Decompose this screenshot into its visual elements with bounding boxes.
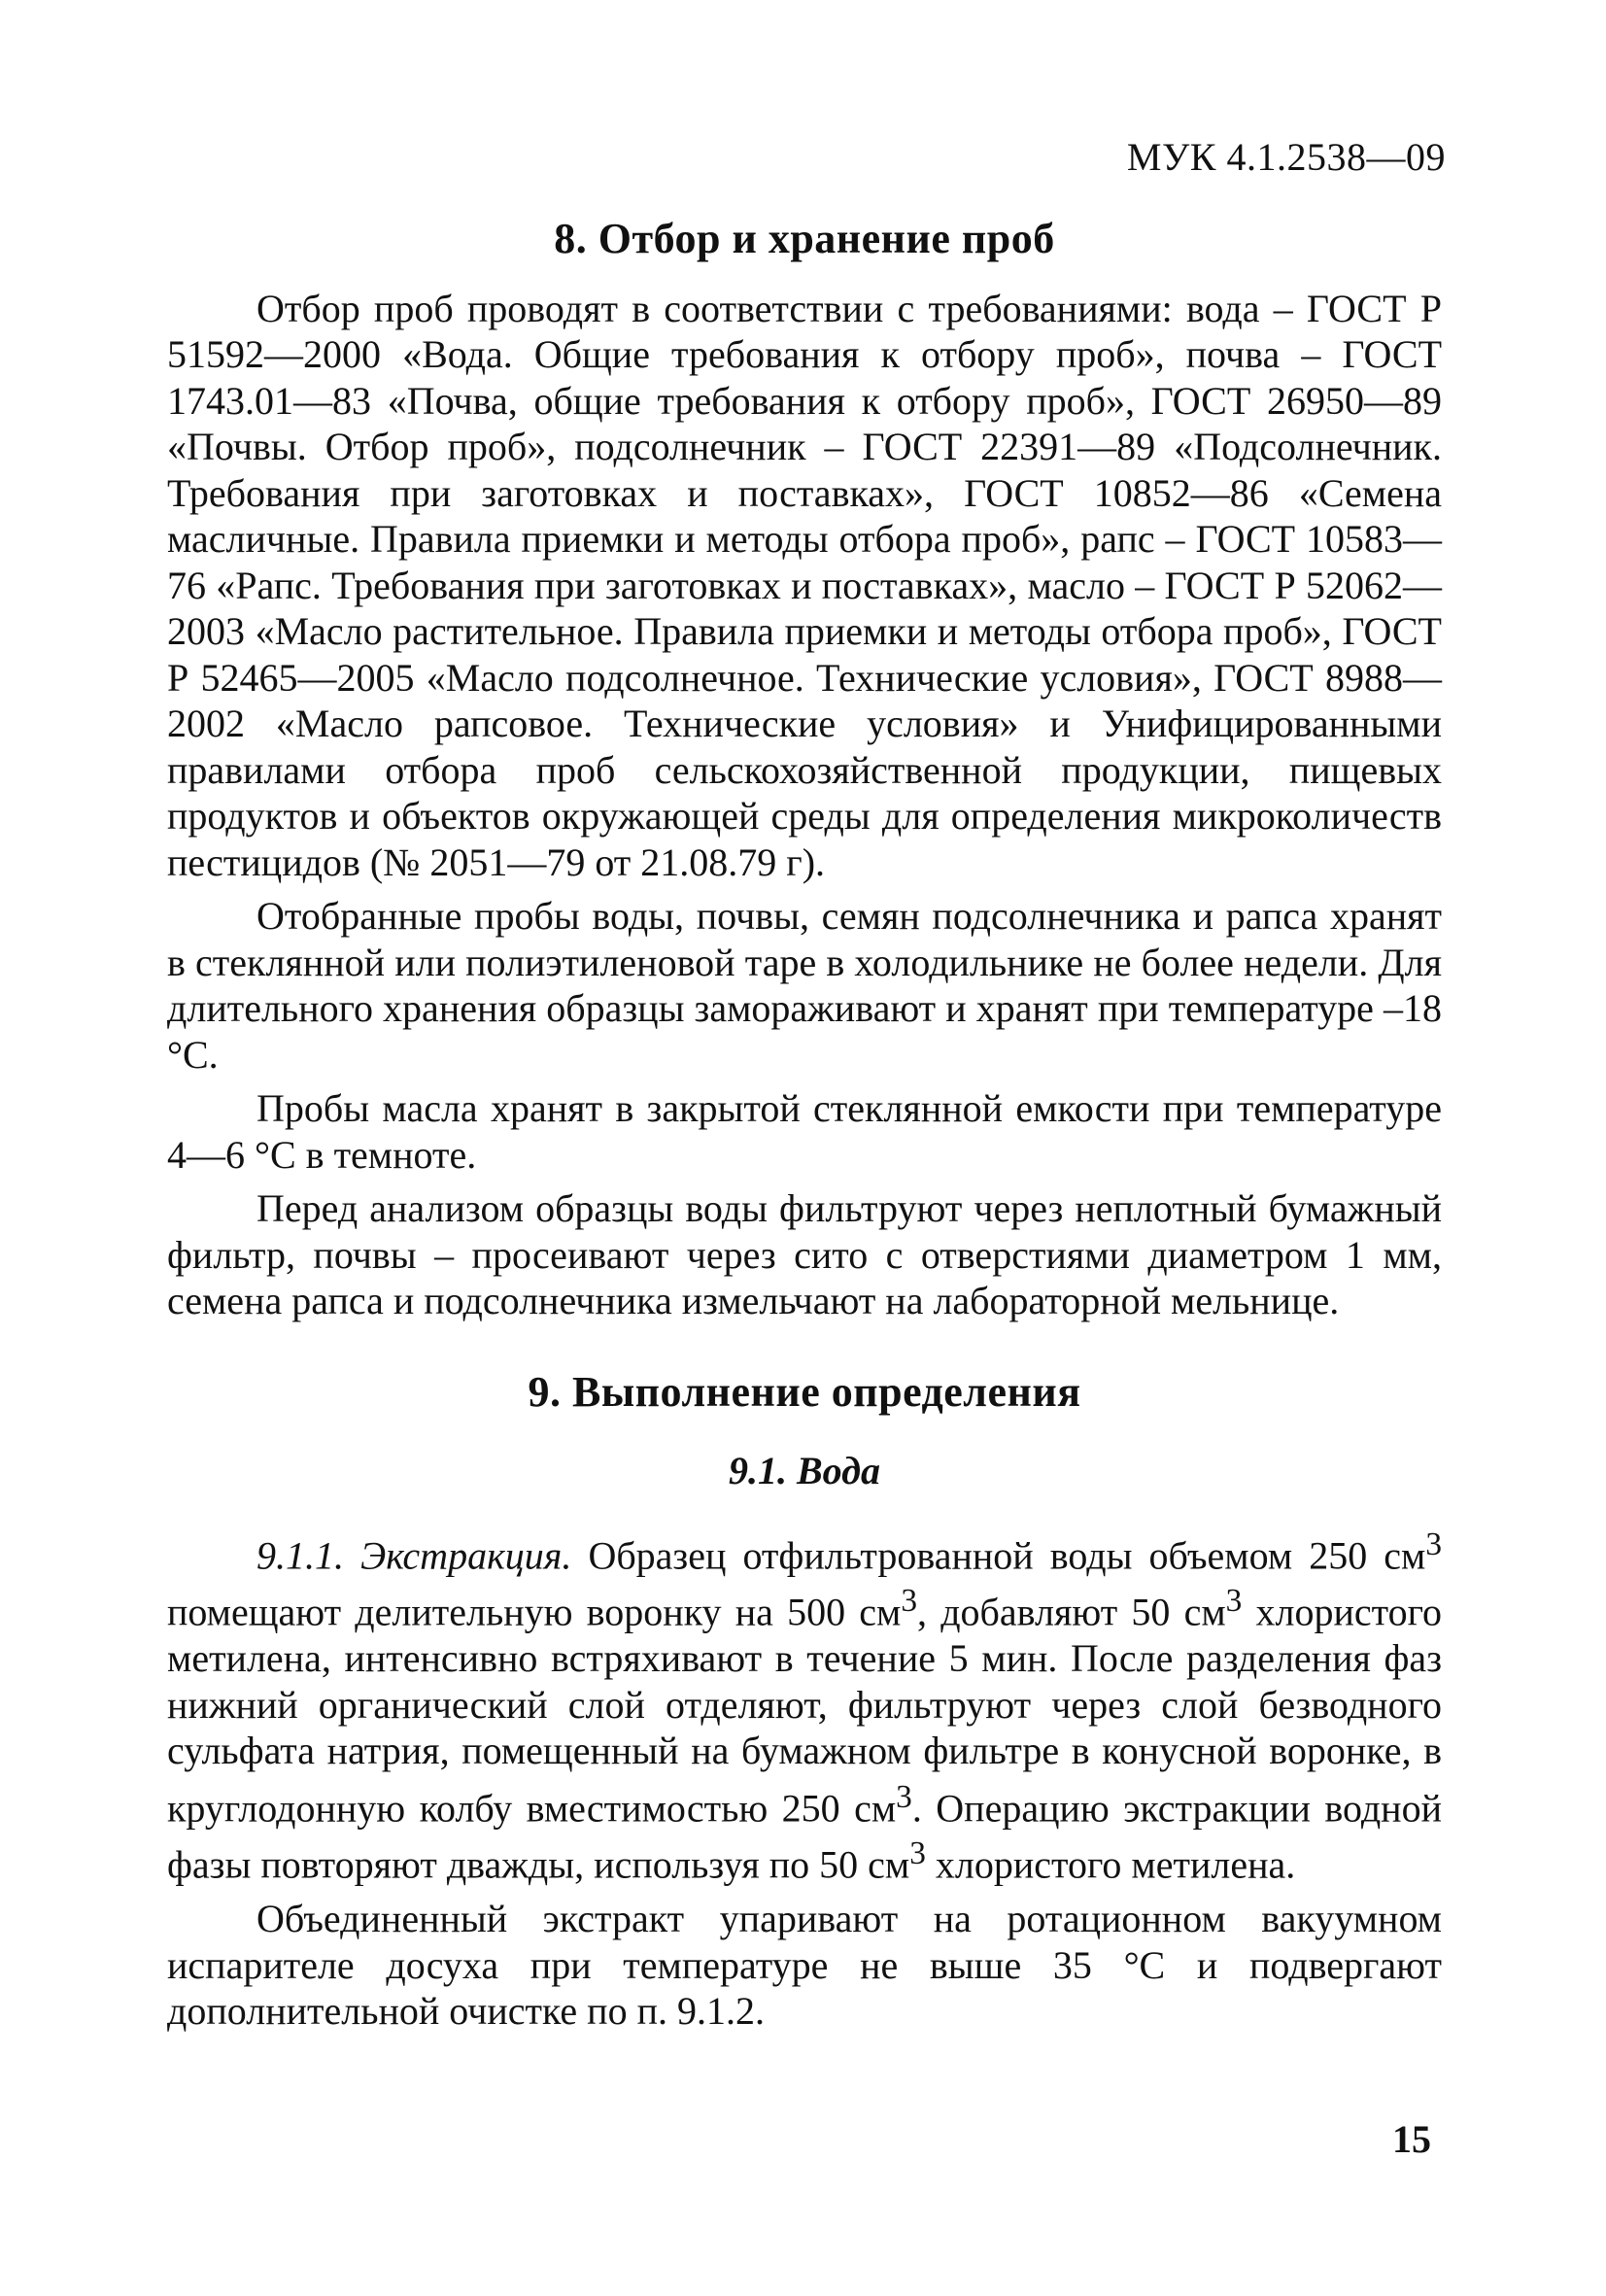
page-number: 15 <box>1392 2117 1431 2161</box>
page-content <box>167 216 1442 2042</box>
section-9-paragraph-2: Объединенный экстракт упаривают на ротационном вакуумном испарителе досуха при температуре не выше 35 °С и подвергают дополнительной очистке по п. 9.1.2. <box>167 1897 1442 2034</box>
document-code: МУК 4.1.2538—09 <box>1126 135 1446 179</box>
text-part-f: хлористого метилена. <box>925 1842 1296 1887</box>
text-part-e: . Операцию экстракции водной фазы повторяют дважды, используя по 50 см <box>167 1785 1442 1887</box>
superscript: 3 <box>901 1583 918 1620</box>
superscript: 3 <box>1225 1583 1243 1620</box>
subsection-9-1-heading: 9.1. Вода <box>729 1449 880 1492</box>
section-8-paragraph-3: Пробы масла хранят в закрытой стеклянной емкости при температуре 4—6 °С в темноте. <box>167 1086 1442 1177</box>
superscript: 3 <box>909 1835 926 1872</box>
superscript: 3 <box>1425 1525 1443 1562</box>
section-9-paragraph-1 <box>167 1522 1442 1889</box>
text-part-d: хлористого метилена, интенсивно встряхивают в течение 5 мин. После разделения фаз нижний органический слой отделяют, фильтруют через слой безводного сульфата натрия, помещенный на бумажном фильтре в конусной воронке, в круглодонную колбу вместимостью 250 см <box>167 1590 1442 1830</box>
section-8-heading: 8. Отбор и хранение проб <box>554 215 1055 262</box>
superscript: 3 <box>896 1778 912 1815</box>
text-part-b: помещают делительную воронку на 500 см <box>167 1590 902 1634</box>
section-8-paragraph-2: Отобранные пробы воды, почвы, семян подсолнечника и рапса хранят в стеклянной или полиэтиленовой таре в холодильнике не более недели. Для длительного хранения образцы замораживают и хранят при температуре –18 °С. <box>167 894 1442 1077</box>
section-8-paragraph-1: Отбор проб проводят в соответствии с требованиями: вода – ГОСТ Р 51592—2000 «Вода. Общие требования к отбору проб», почва – ГОСТ 1743.01—83 «Почва, общие требования к отбору проб», ГОСТ 26950—89 «Почвы. Отбор проб», подсолнечник – ГОСТ 22391—89 «Подсолнечник. Требования при заготовках и поставках», ГОСТ 10852—86 «Семена масличные. Правила приемки и методы отбора проб», рапс – ГОСТ 10583—76 «Рапс. Требования при заготовках и поставках», масло – ГОСТ Р 52062—2003 «Масло растительное. Правила приемки и методы отбора проб», ГОСТ Р 52465—2005 «Масло подсолнечное. Технические условия», ГОСТ 8988—2002 «Масло рапсовое. Технические условия» и Унифицированными правилами отбора проб сельскохозяйственной продукции, пищевых продуктов и объектов окружающей среды для определения микроколичеств пестицидов (№ 2051—79 от 21.08.79 г). <box>167 286 1442 884</box>
section-9-heading: 9. Выполнение определения <box>528 1367 1081 1416</box>
text-part-c: , добавляют 50 см <box>917 1590 1226 1634</box>
text-part-a: Образец отфильтрованной воды объемом 250 см <box>571 1532 1426 1577</box>
section-8-paragraph-4: Перед анализом образцы воды фильтруют через неплотный бумажный фильтр, почвы – просеивают через сито с отверстиями диаметром 1 мм, семена рапса и подсолнечника измельчают на лабораторной мельнице. <box>167 1186 1442 1322</box>
extraction-label: 9.1.1. Экстракция. <box>256 1532 572 1577</box>
